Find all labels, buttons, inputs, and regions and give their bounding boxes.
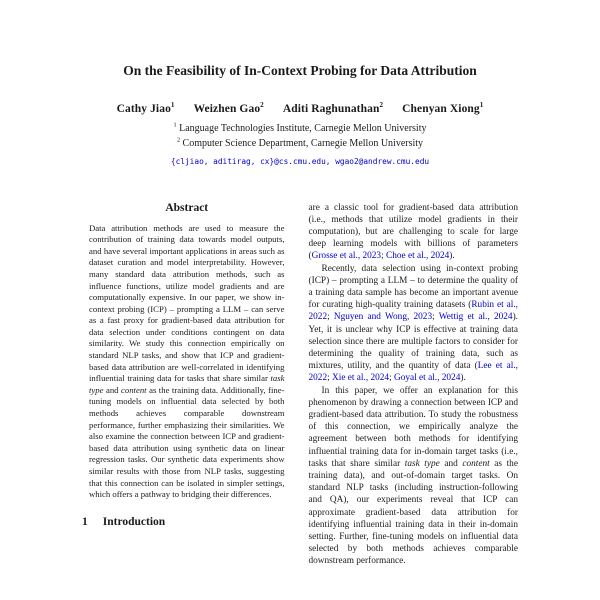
author [193, 100, 264, 115]
text-segment: Data attribution methods are used to measure the contribution of training data towards model outputs, and have several important applications in areas such as dataset curation and model interpretability. However, many standard data attribution methods, such as influence functions, utilize model gradients and are computationally expensive. In our paper, we show in-context probing (ICP) – prompting a LLM – can serve as a fast proxy for gradient-based data attribution for data selection under conditions contingent on data similarity. We study this connection empirically on standard NLP tasks, and show that ICP and gradient-based data attribution are well-correlated in identifying influential training data for tasks that share similar [89, 222, 285, 384]
citation-link[interactable]: Grosse et al., 2023 [311, 251, 382, 262]
text-segment: ; [327, 373, 333, 384]
section-number: 1 [82, 515, 88, 528]
left-column [82, 202, 292, 568]
abstract-heading: Abstract [165, 201, 209, 214]
section-title: Introduction [102, 515, 166, 528]
affiliation-text: Computer Science Department, Carnegie Mellon University [180, 137, 424, 149]
paper-title: On the Feasibility of In-Context Probing for Data Attribution [123, 63, 477, 78]
body-paragraph [309, 263, 519, 385]
right-column [309, 202, 519, 568]
emphasized-text: content [462, 458, 490, 469]
abstract-text [82, 223, 292, 501]
author-name: Chenyan Xiong [402, 102, 480, 115]
affiliation-mark: 2 [176, 136, 181, 144]
body-paragraph [309, 385, 519, 568]
affiliations [0, 121, 600, 151]
author-line [0, 100, 600, 115]
affiliation-line [0, 136, 600, 151]
author [116, 100, 175, 115]
two-column-body [0, 202, 600, 568]
text-segment: and [439, 458, 463, 469]
text-segment: ). Yet, it is unclear why ICP is effective at training data selection since there are multiple factors to consider for determining the quality of training data, such as mixtures, utility, and the quantity of data ( [308, 312, 518, 372]
emphasized-text: task type [404, 458, 440, 469]
author-affiliation-mark: 2 [379, 100, 384, 109]
text-segment: ; [432, 312, 439, 323]
author-affiliation-mark: 1 [479, 100, 484, 109]
author-name: Weizhen Gao [193, 102, 261, 115]
text-segment: as the training data. Additionally, fine-tuning models on influential data selected by both methods achieves comparable downstream performance, further emphasizing their similarities. We also examine the connection between ICP and gradient-based data attribution using synthetic data on linear regression tasks. Our synthetic data experiments show similar results with those from NLP tasks, suggesting that this connection can be isolated in simpler settings, which offers a pathway to bridging their differences. [89, 384, 285, 500]
text-segment: ). [460, 373, 466, 384]
citation-link[interactable]: Choe et al., 2024 [386, 251, 450, 262]
text-segment: as the training data), and out-of-domain target tasks. On standard NLP tasks (including instruction-following and QA), our experiments reveal that ICP can approximate gradient-based data attribution for identifying influential training data in their in-domain setting. Further, fine-tuning models on influential data selected by both methods achieves comparable downstream performance. [308, 458, 518, 567]
text-segment: ; [381, 251, 386, 262]
author-name: Aditi Raghunathan [282, 102, 380, 115]
author-affiliation-mark: 2 [260, 100, 264, 109]
body-paragraph [309, 202, 519, 263]
text-segment: and [103, 384, 122, 395]
citation-link[interactable]: Wettig et al., 2024 [438, 312, 513, 323]
author-affiliation-mark: 1 [170, 100, 175, 109]
affiliation-mark: 1 [173, 121, 177, 129]
author-emails: {cljiao, aditirag, cx}@cs.cmu.edu, wgao2@andrew.cmu.edu [170, 156, 430, 166]
emphasized-text: task type [89, 373, 285, 395]
citation-link[interactable]: Xie et al., 2024 [332, 373, 390, 384]
emphasized-text: content [121, 384, 147, 395]
author [402, 100, 484, 115]
text-segment: In this paper, we offer an explanation for this phenomenon by drawing a connection between ICP and gradient-based data attribution. To study the robustness of this connection, we empirically analyze the agreement between both methods for identifying influential training data for in-domain target tasks (i.e., tasks that share similar [308, 385, 518, 469]
citation-link[interactable]: Rubin et al., 2022 [308, 300, 518, 323]
citation-link[interactable]: Lee et al., 2022 [308, 361, 518, 384]
affiliation-text: Language Technologies Institute, Carnegie Mellon University [176, 122, 427, 134]
text-segment: are a classic tool for gradient-based data attribution (i.e., methods that utilize model gradients in their computation), but are challenging to scale for large deep learning models with billions of parameters ( [308, 202, 518, 262]
author-name: Cathy Jiao [116, 102, 171, 115]
text-segment: ; [327, 312, 334, 323]
text-segment: Recently, data selection using in-context probing (ICP) – prompting a LLM – to determine the quality of a training data sample has become an important avenue for curating high-quality training datasets ( [308, 263, 518, 311]
citation-link[interactable]: Goyal et al., 2024 [394, 373, 461, 384]
citation-link[interactable]: Nguyen and Wong, 2023 [333, 312, 433, 323]
affiliation-line [0, 121, 600, 136]
text-segment: ; [389, 373, 394, 384]
text-segment: ). [449, 251, 455, 262]
author [282, 100, 384, 115]
section-heading-introduction [82, 516, 292, 528]
